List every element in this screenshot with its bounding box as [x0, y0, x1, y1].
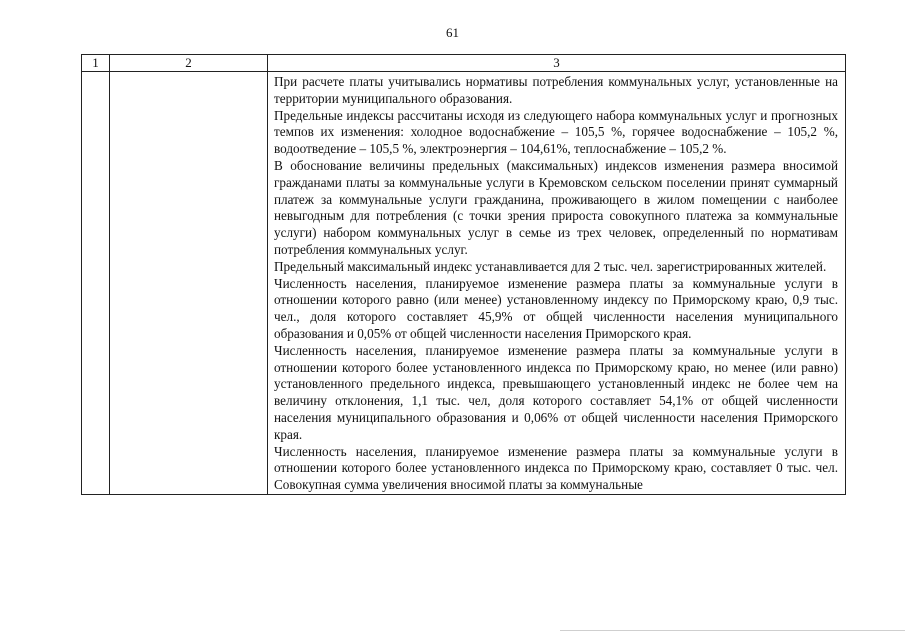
paragraph-population-above: Численность населения, планируемое изменение размера платы за коммунальные услуги в отношении которого более установленного индекса по Приморскому краю, составляет 0 тыс. чел. Совокупная сумма увеличения вносимой платы за коммунальные	[274, 443, 838, 493]
cell-column-1	[82, 72, 110, 495]
paragraph-population-equal: Численность населения, планируемое изменение размера платы за коммунальные услуги в отношении которого равно (или менее) установленному индексу по Приморскому краю, 0,9 тыс. чел., доля которого составляет 45,9% от общей численности населения муниципального образования и 0,05% от общей численности населения Приморского края.	[274, 275, 838, 341]
paragraph-max-index: Предельный максимальный индекс устанавливается для 2 тыс. чел. зарегистрированных жителей.	[274, 258, 827, 274]
table-header-row	[82, 55, 846, 72]
cell-column-3	[268, 72, 846, 495]
cell-column-2	[110, 72, 268, 495]
table-body-row	[82, 72, 846, 495]
column-header-3: 3	[268, 55, 846, 72]
paragraph-justification: В обоснование величины предельных (максимальных) индексов изменения размера вносимой гражданами платы за коммунальные услуги в Кремовском сельском поселении принят суммарный платеж за коммунальные услуги гражданина, проживающего в жилом помещении с наиболее невыгодным для потребления (с точки зрения прироста совокупного платежа за коммунальные услуги) набором коммунальных услуг в семье из трех человек, определенный по нормативам потребления коммунальных услуг.	[274, 157, 838, 257]
paragraph-norms: При расчете платы учитывались нормативы потребления коммунальных услуг, установленные на территории муниципального образования.	[274, 74, 838, 106]
page-number: 61	[446, 25, 459, 40]
paragraph-population-between: Численность населения, планируемое изменение размера платы за коммунальные услуги в отношении которого более установленного индекса по Приморскому краю, но менее (или равно) установленного предельного индекса, превышающего установленный индекс не более чем на величину отклонения, 1,1 тыс. чел, доля которого составляет 54,1% от общей численности населения муниципального образования и 0,06% от общей численности населения Приморского края.	[274, 342, 838, 442]
scan-edge-line	[560, 630, 905, 631]
paragraph-indices: Предельные индексы рассчитаны исходя из следующего набора коммунальных услуг и прогнозных темпов их изменения: холодное водоснабжение – 105,5 %, горячее водоснабжение – 105,2 %, водоотведение – 105,5 %, электроэнергия – 104,61%, теплоснабжение – 105,2 %.	[274, 107, 838, 157]
column-header-2: 2	[110, 55, 268, 72]
document-table	[81, 54, 846, 495]
column-header-1: 1	[82, 55, 110, 72]
